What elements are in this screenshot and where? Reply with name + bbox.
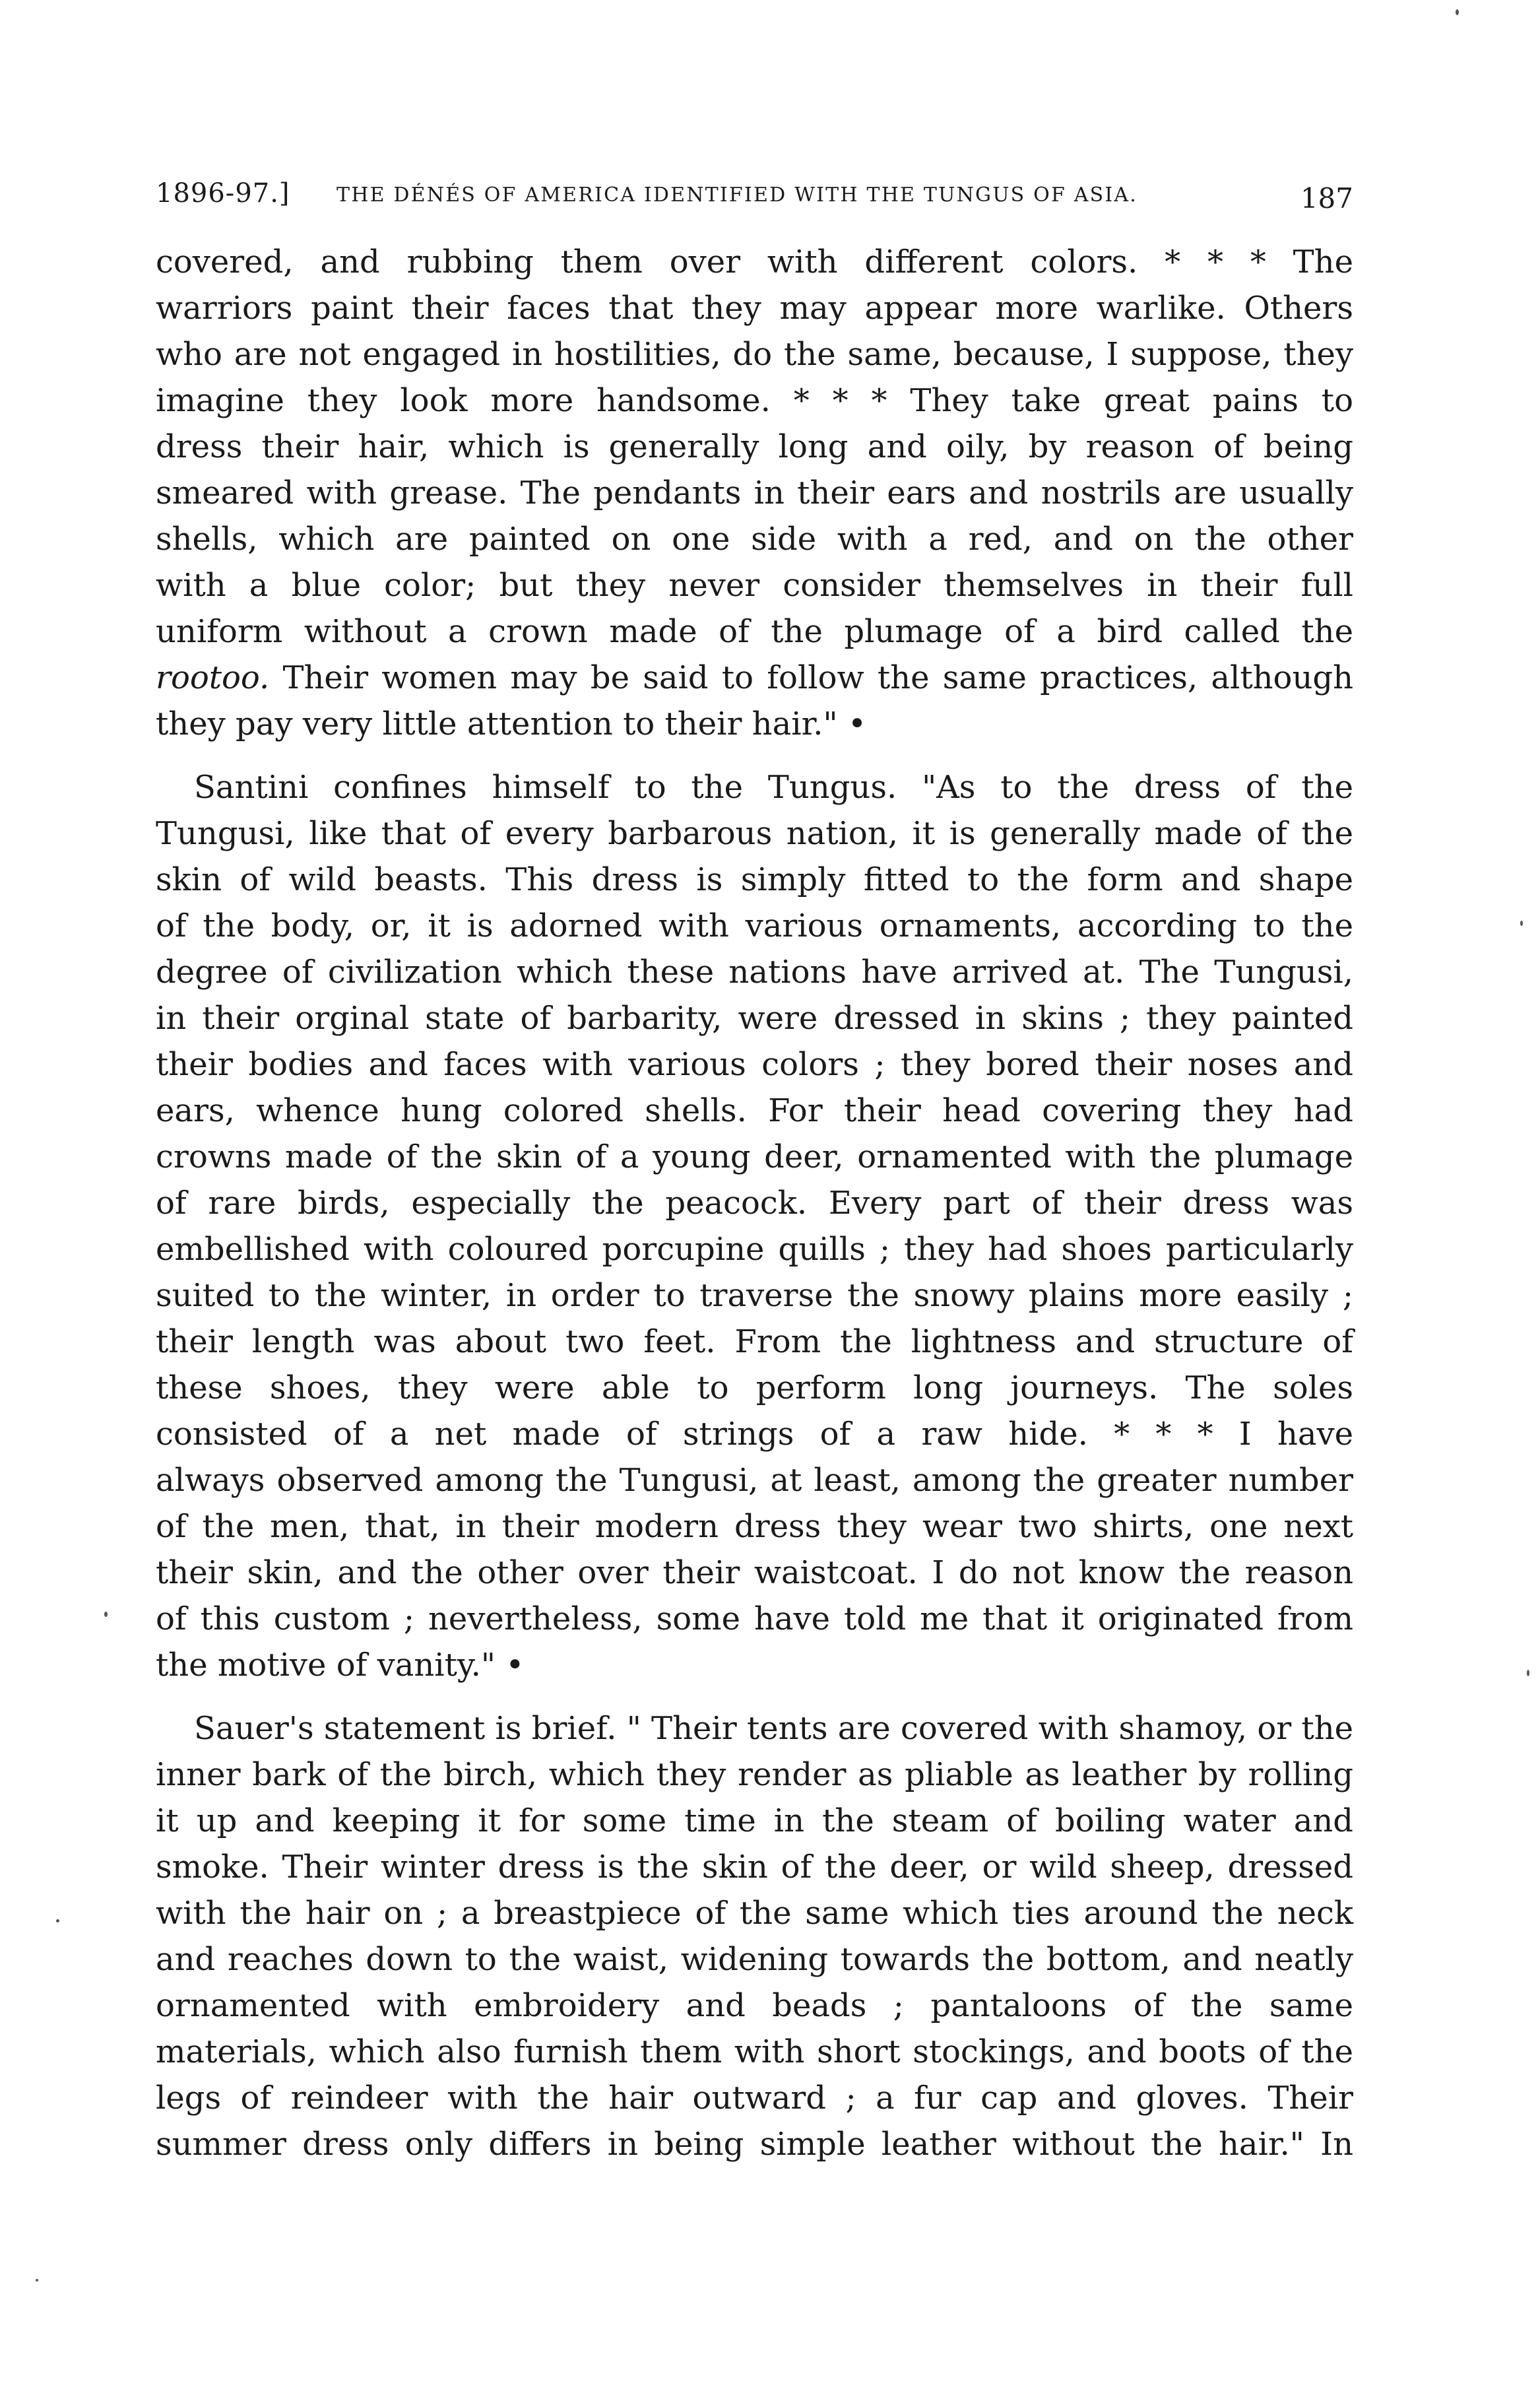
body-text (156, 239, 1353, 2167)
text-line: dress their hair, which is generally long and oily, by reason of being (156, 428, 1353, 465)
scan-speck (1520, 921, 1523, 926)
text-line: uniform without a crown made of the plumage of a bird called the (156, 613, 1353, 650)
text-line: Sauer's statement is brief. " Their tents are covered with shamoy, or the (194, 1710, 1354, 1747)
text-line: suited to the winter, in order to traverse the snowy plains more easily ; (156, 1277, 1353, 1314)
page-number: 187 (1300, 182, 1353, 214)
running-head-title: THE DÉNÉS OF AMERICA IDENTIFIED WITH THE TUNGUS OF ASIA. (337, 183, 1138, 207)
paragraph-3 (156, 1705, 1353, 2167)
text-line: they pay very little attention to their hair." • (156, 706, 867, 742)
scan-speck (104, 1612, 108, 1617)
text-line: shells, which are painted on one side with a red, and on the other (156, 521, 1353, 558)
italic-word: rootoo. (156, 659, 270, 696)
text-line: and reaches down to the waist, widening towards the bottom, and neatly (156, 1941, 1353, 1978)
text-line: of this custom ; nevertheless, some have told me that it originated from (156, 1600, 1353, 1637)
text-line: it up and keeping it for some time in the steam of boiling water and (156, 1802, 1353, 1839)
text-line: always observed among the Tungusi, at least, among the greater number (156, 1462, 1353, 1499)
text-line: with the hair on ; a breastpiece of the same which ties around the neck (156, 1895, 1353, 1932)
text-line: materials, which also furnish them with short stockings, and boots of the (156, 2033, 1353, 2070)
text-line: imagine they look more handsome. * * * They take great pains to (156, 382, 1353, 419)
text-line: smeared with grease. The pendants in their ears and nostrils are usually (156, 475, 1353, 511)
text-line: embellished with coloured porcupine quills ; they had shoes particularly (156, 1231, 1353, 1268)
text-line: skin of wild beasts. This dress is simply fitted to the form and shape (156, 861, 1353, 898)
text-line: summer dress only differs in being simple leather without the hair." In (156, 2126, 1353, 2163)
text-line: their length was about two feet. From the lightness and structure of (156, 1323, 1353, 1360)
text-line: degree of civilization which these nations have arrived at. The Tungusi, (156, 954, 1353, 991)
text-line: ornamented with embroidery and beads ; pantaloons of the same (156, 1987, 1353, 2024)
paragraph-2 (156, 764, 1353, 1688)
text-line: inner bark of the birch, which they render as pliable as leather by rolling (156, 1756, 1353, 1793)
text-line: Tungusi, like that of every barbarous nation, it is generally made of the (156, 815, 1353, 852)
text-line: in their orginal state of barbarity, were dressed in skins ; they painted (156, 1000, 1353, 1037)
text-line: warriors paint their faces that they may appear more warlike. Others (156, 290, 1353, 327)
text-line: with a blue color; but they never consider themselves in their full (156, 567, 1353, 604)
text-line: who are not engaged in hostilities, do the same, because, I suppose, they (156, 336, 1353, 373)
running-head-date: 1896-97.] (156, 178, 290, 209)
text-line: these shoes, they were able to perform long journeys. The soles (156, 1369, 1353, 1406)
text-line: crowns made of the skin of a young deer, ornamented with the plumage (156, 1138, 1353, 1175)
text-line: their bodies and faces with various colors ; they bored their noses and (156, 1046, 1353, 1083)
text-line: of rare birds, especially the peacock. Every part of their dress was (156, 1185, 1353, 1222)
text-line: of the men, that, in their modern dress they wear two shirts, one next (156, 1508, 1353, 1545)
text-line: consisted of a net made of strings of a raw hide. * * * I have (156, 1416, 1353, 1453)
text-line: legs of reindeer with the hair outward ; a fur cap and gloves. Their (156, 2080, 1353, 2117)
scan-speck (56, 1919, 59, 1922)
text-line: Santini confines himself to the Tungus. "As to the dress of the (194, 769, 1353, 806)
text-line: of the body, or, it is adorned with various ornaments, according to the (156, 907, 1353, 944)
text-line: covered, and rubbing them over with different colors. * * * The (156, 244, 1353, 280)
text-line: their skin, and the other over their waistcoat. I do not know the reason (156, 1554, 1353, 1591)
scan-speck (1527, 1670, 1529, 1676)
text-line: smoke. Their winter dress is the skin of the deer, or wild sheep, dressed (156, 1849, 1353, 1886)
running-head (156, 178, 1353, 218)
scan-speck (1456, 9, 1459, 15)
text-line: ears, whence hung colored shells. For their head covering they had (156, 1092, 1353, 1129)
scan-speck (36, 2279, 38, 2282)
paragraph-1 (156, 239, 1353, 747)
text-line: rootoo. Their women may be said to follow the same practices, although (156, 659, 1353, 696)
text-line: the motive of vanity." • (156, 1647, 525, 1684)
